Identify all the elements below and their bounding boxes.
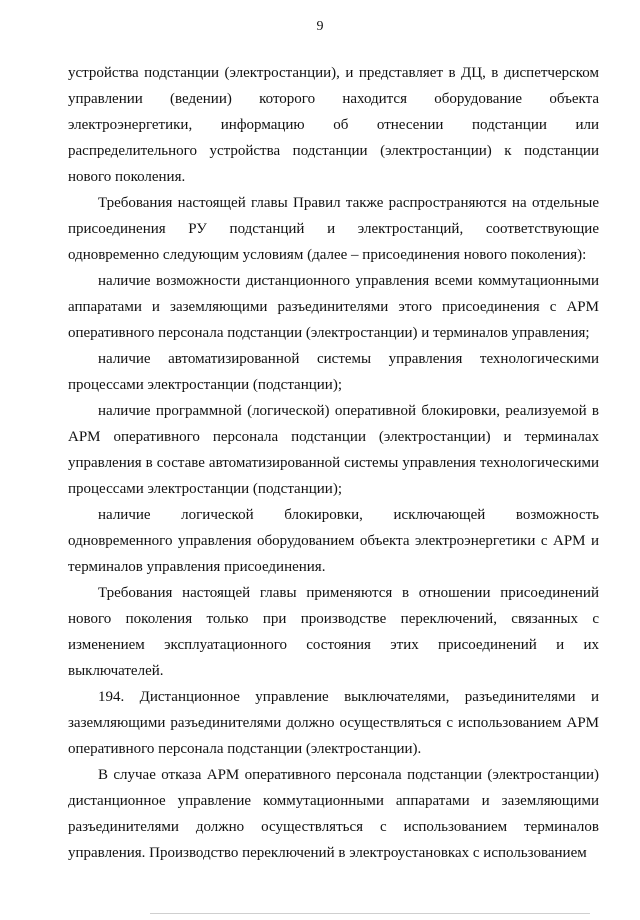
page-bottom-edge	[150, 913, 590, 914]
condition-software-interlock: наличие программной (логической) оперативной блокировки, реализуемой в АРМ оперативного персонала подстанции (электростанции) и терминалах управления в составе автоматизированной системы управления технологическими процессами электростанции (подстанции);	[68, 403, 599, 497]
paragraph-arm-failure: В случае отказа АРМ оперативного персонала подстанции (электростанции) дистанционное управление коммутационными аппаратами и заземляющими разъединителями должно осуществляться с использованием терминалов управления. Производство переключений в электроустановках с использованием	[68, 767, 599, 861]
document-body	[68, 60, 599, 866]
paragraph-194: 194. Дистанционное управление выключателями, разъединителями и заземляющими разъединителями должно осуществляться с использованием АРМ оперативного персонала подстанции (электростанции).	[68, 689, 599, 757]
paragraph-continuation: устройства подстанции (электростанции), и представляет в ДЦ, в диспетчерском управлении (ведении) которого находится оборудование объекта электроэнергетики, информацию об отнесении подстанции или распределительного устройства подстанции (электростанции) к подстанции нового поколения.	[68, 65, 599, 185]
condition-logical-interlock: наличие логической блокировки, исключающей возможность одновременного управления оборудованием объекта электроэнергетики с АРМ и терминалов управления присоединения.	[68, 507, 599, 575]
paragraph-application-scope: Требования настоящей главы применяются в отношении присоединений нового поколения только при производстве переключений, связанных с изменением эксплуатационного состояния этих присоединений и их выключателей.	[68, 585, 599, 679]
page-number: 9	[316, 19, 324, 34]
condition-remote-control: наличие возможности дистанционного управления всеми коммутационными аппаратами и заземляющими разъединителями этого присоединения с АРМ оперативного персонала подстанции (электростанции) и терминалов управления;	[68, 273, 599, 341]
paragraph-scope-connections: Требования настоящей главы Правил также распространяются на отдельные присоединения РУ подстанций и электростанций, соответствующие одновременно следующим условиям (далее – присоединения нового поколения):	[68, 195, 599, 263]
condition-automated-system: наличие автоматизированной системы управления технологическими процессами электростанции (подстанции);	[68, 351, 599, 393]
